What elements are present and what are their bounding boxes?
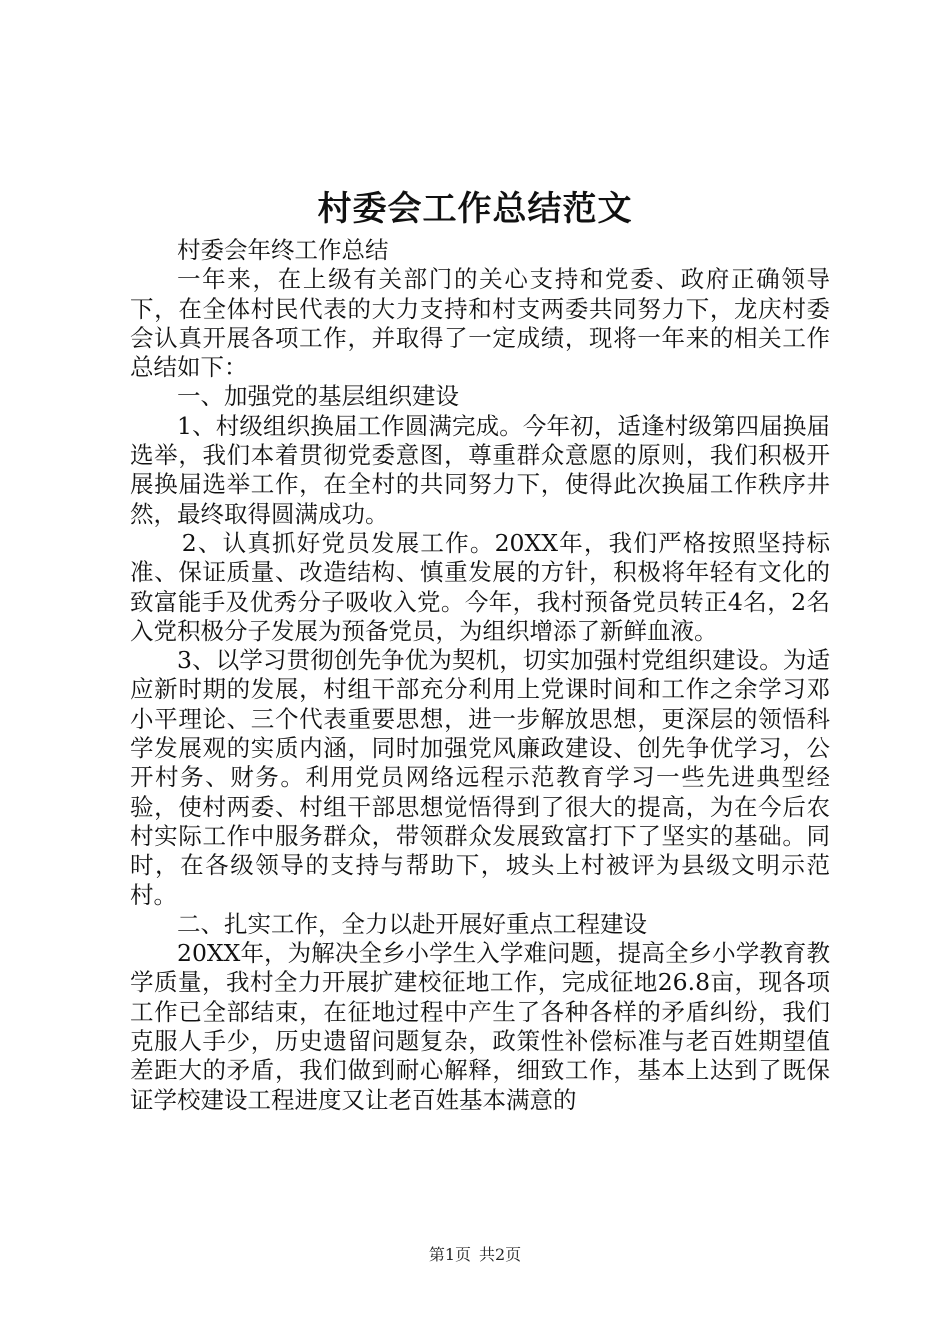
page-footer bbox=[0, 1244, 950, 1266]
page-number: 第1页 bbox=[428, 1245, 471, 1264]
page-total: 共2页 bbox=[479, 1245, 522, 1264]
item-paragraph-3: 3、以学习贯彻创先争优为契机，切实加强村党组织建设。为适应新时期的发展，村组干部充分利用上党课时间和工作之余学习邓小平理论、三个代表重要思想，进一步解放思想，更深层的领悟科学发展观的实质内涵，同时加强党风廉政建设、创先争优学习，公开村务、财务。利用党员网络远程示范教育学习一些先进典型经验，使村两委、村组干部思想觉悟得到了很大的提高，为在今后农村实际工作中服务群众，带领群众发展致富打下了坚实的基础。同时，在各级领导的支持与帮助下，坡头上村被评为县级文明示范村。 bbox=[130, 646, 830, 909]
subtitle-paragraph: 村委会年终工作总结 bbox=[177, 236, 389, 264]
document-body bbox=[130, 236, 830, 1115]
document-title: 村委会工作总结范文 bbox=[317, 189, 633, 229]
item-paragraph-2: 2、认真抓好党员发展工作。20XX年，我们严格按照坚持标准、保证质量、改造结构、慎重发展的方针，积极将年轻有文化的致富能手及优秀分子吸收入党。今年，我村预备党员转正4名，2名入党积极分子发展为预备党员，为组织增添了新鲜血液。 bbox=[130, 528, 830, 645]
item-paragraph-1: 1、村级组织换届工作圆满完成。今年初，适逢村级第四届换届选举，我们本着贯彻党委意图，尊重群众意愿的原则，我们积极开展换届选举工作，在全村的共同努力下，使得此次换届工作秩序井然，最终取得圆满成功。 bbox=[130, 411, 830, 528]
section-heading-1: 一、加强党的基层组织建设 bbox=[177, 382, 459, 411]
intro-paragraph: 一年来，在上级有关部门的关心支持和党委、政府正确领导下，在全体村民代表的大力支持和村支两委共同努力下，龙庆村委会认真开展各项工作，并取得了一定成绩，现将一年来的相关工作总结如下： bbox=[130, 265, 830, 382]
section-heading-2: 二、扎实工作，全力以赴开展好重点工程建设 bbox=[177, 909, 647, 938]
project-paragraph: 20XX年，为解决全乡小学生入学难问题，提高全乡小学教育教学质量，我村全力开展扩建校征地工作，完成征地26.8亩，现各项工作已全部结束，在征地过程中产生了各种各样的矛盾纠纷，我们克服人手少，历史遗留问题复杂，政策性补偿标准与老百姓期望值差距大的矛盾，我们做到耐心解释，细致工作，基本上达到了既保证学校建设工程进度又让老百姓基本满意的 bbox=[130, 939, 830, 1114]
